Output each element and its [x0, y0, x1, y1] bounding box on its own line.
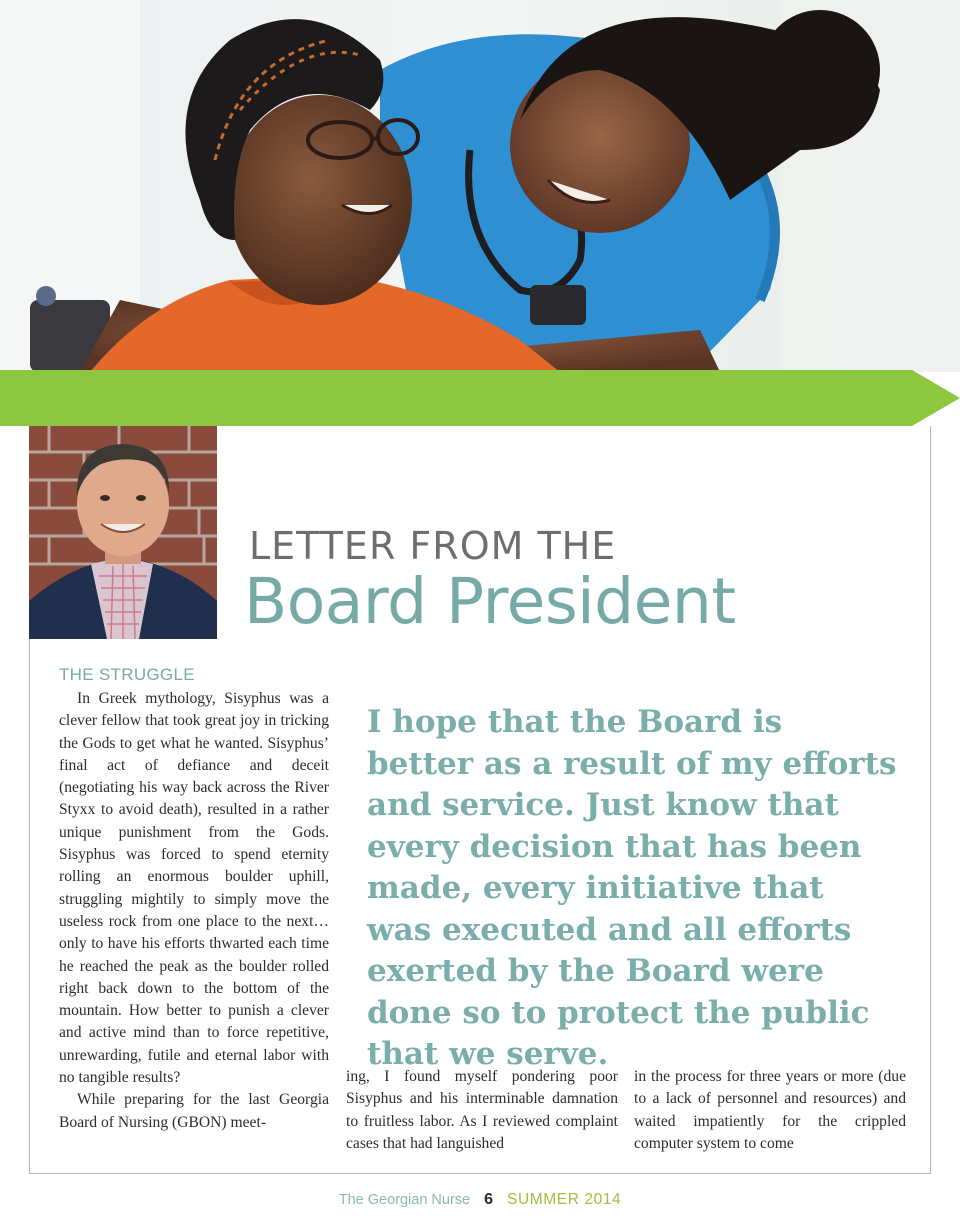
- issue-label: SUMMER 2014: [507, 1191, 622, 1208]
- hero-illustration: [0, 0, 960, 372]
- article-column-3: [634, 1066, 906, 1155]
- portrait-illustration: [29, 426, 217, 639]
- paragraph: in the process for three years or more (due to a lack of personnel and resources) and waited impatiently for the crippled computer system to come: [634, 1068, 906, 1152]
- headline-kicker: LETTER FROM THE: [249, 524, 617, 568]
- article-column-2: [346, 1066, 618, 1155]
- headline-title: Board President: [244, 565, 736, 638]
- page-footer: [0, 1188, 960, 1212]
- paragraph: In Greek mythology, Sisyphus was a clever fellow that took great joy in tricking the Gods to get what he wanted. Sisyphus’ final act of defiance and deceit (negotiating his way back across the River Styxx to avoid death), resulted in a rather unique punishment from the Gods. Sisyphus was forced to spend eternity rolling an enormous boulder uphill, struggling mightily to simply move the useless rock from one place to the next…only to have his efforts thwarted each time he reached the peak as the boulder rolled right back down to the bottom of the mountain. How better to punish a clever and active mind than to force repetitive, unrewarding, futile and eternal labor with no tangible results?: [59, 690, 329, 1087]
- publication-name: The Georgian Nurse: [338, 1192, 471, 1208]
- president-portrait: [29, 426, 217, 639]
- hero-photo: [0, 0, 960, 372]
- paragraph: While preparing for the last Georgia Board of Nursing (GBON) meet-: [59, 1091, 329, 1131]
- section-banner: [0, 370, 960, 426]
- pull-quote: I hope that the Board is better as a result of my efforts and service. Just know that every decision that has been made, every initiative that was executed and all efforts exerted by the Board were done so to protect the public that we serve.: [367, 704, 897, 1072]
- paragraph: ing, I found myself pondering poor Sisyphus and his interminable damnation to fruitless labor. As I reviewed complaint cases that had languished: [346, 1068, 618, 1152]
- page-number: 6: [484, 1191, 493, 1208]
- banner-arrow-shape: [0, 370, 960, 426]
- article-column-1: [59, 688, 329, 1134]
- section-heading: THE STRUGGLE: [59, 665, 195, 684]
